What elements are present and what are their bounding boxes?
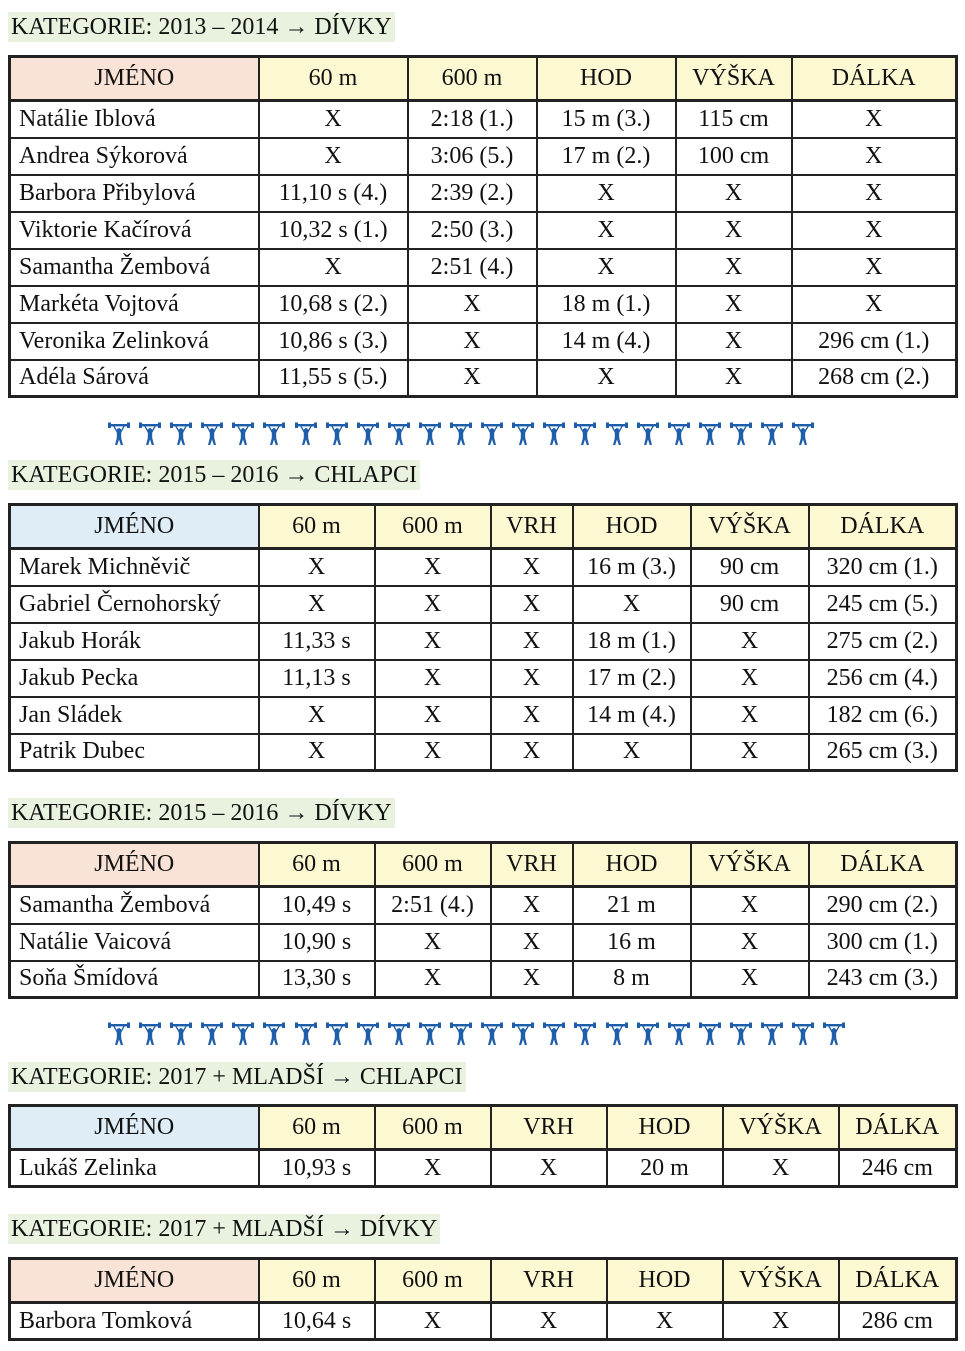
col-header-vyska: VÝŠKA (691, 505, 809, 549)
weightlifter-icon (357, 1022, 379, 1046)
result-cell: 10,90 s (259, 924, 375, 961)
col-header-vrh: VRH (491, 1106, 607, 1150)
athlete-name: Jakub Pecka (10, 660, 259, 697)
result-cell: 90 cm (691, 586, 809, 623)
result-cell: X (537, 360, 676, 397)
table-row (10, 887, 957, 924)
result-cell: 243 cm (3.) (809, 961, 957, 998)
result-cell: X (792, 286, 957, 323)
result-cell: X (573, 734, 691, 771)
result-cell: 245 cm (5.) (809, 586, 957, 623)
result-cell: X (676, 323, 792, 360)
result-cell: 320 cm (1.) (809, 549, 957, 586)
col-header-hod: HOD (537, 57, 676, 101)
result-cell: X (491, 697, 573, 734)
result-cell: X (491, 549, 573, 586)
result-cell: 10,32 s (1.) (259, 212, 408, 249)
result-cell: 18 m (1.) (537, 286, 676, 323)
result-cell: X (375, 549, 491, 586)
athlete-name: Adéla Sárová (10, 360, 259, 397)
result-cell: X (537, 175, 676, 212)
weightlifter-icon (823, 1022, 845, 1046)
table-row (10, 101, 957, 138)
section-heading: KATEGORIE: 2015 – 2016 → DÍVKY (8, 798, 395, 828)
weightlifter-icon (419, 422, 441, 446)
weightlifter-icon (232, 422, 254, 446)
weightlifter-icon (574, 422, 596, 446)
athlete-name: Jakub Horák (10, 623, 259, 660)
result-cell: X (375, 660, 491, 697)
table-row (10, 734, 957, 771)
result-cell: X (259, 697, 375, 734)
result-cell: 256 cm (4.) (809, 660, 957, 697)
weightlifter-icon (388, 422, 410, 446)
result-cell: X (676, 286, 792, 323)
result-cell: 16 m (3.) (573, 549, 691, 586)
result-cell: 296 cm (1.) (792, 323, 957, 360)
result-cell: X (375, 586, 491, 623)
result-cell: X (723, 1303, 839, 1340)
table-row (10, 212, 957, 249)
result-cell: X (537, 212, 676, 249)
weightlifter-icon (295, 1022, 317, 1046)
col-header-vrh: VRH (491, 843, 573, 887)
result-cell: 10,93 s (259, 1150, 375, 1187)
col-header-hod: HOD (607, 1259, 723, 1303)
result-cell: X (691, 961, 809, 998)
result-cell: 11,55 s (5.) (259, 360, 408, 397)
col-header-name: JMÉNO (10, 1106, 259, 1150)
col-header-name: JMÉNO (10, 1259, 259, 1303)
result-cell: X (408, 360, 537, 397)
result-cell: 10,64 s (259, 1303, 375, 1340)
athlete-name: Andrea Sýkorová (10, 138, 259, 175)
weightlifter-icon (637, 1022, 659, 1046)
col-header-name: JMÉNO (10, 57, 259, 101)
results-table (8, 1104, 958, 1188)
result-cell: 275 cm (2.) (809, 623, 957, 660)
result-cell: X (691, 734, 809, 771)
result-cell: 11,13 s (259, 660, 375, 697)
athlete-name: Natálie Iblová (10, 101, 259, 138)
athlete-name: Gabriel Černohorský (10, 586, 259, 623)
athlete-name: Markéta Vojtová (10, 286, 259, 323)
weightlifter-icon (388, 1022, 410, 1046)
athlete-name: Patrik Dubec (10, 734, 259, 771)
weightlifter-icon (606, 1022, 628, 1046)
result-cell: 3:06 (5.) (408, 138, 537, 175)
table-row (10, 286, 957, 323)
weightlifter-icon (450, 1022, 472, 1046)
result-cell: X (792, 249, 957, 286)
result-cell: X (375, 734, 491, 771)
result-cell: 300 cm (1.) (809, 924, 957, 961)
col-header-60m: 60 m (259, 1106, 375, 1150)
result-cell: 10,49 s (259, 887, 375, 924)
weightlifter-icon (792, 1022, 814, 1046)
col-header-vyska: VÝŠKA (723, 1259, 839, 1303)
athlete-name: Lukáš Zelinka (10, 1150, 259, 1187)
result-cell: X (491, 660, 573, 697)
divider-row (108, 1022, 845, 1048)
col-header-600m: 600 m (375, 505, 491, 549)
weightlifter-icon (295, 422, 317, 446)
results-table (8, 55, 958, 398)
weightlifter-icon (170, 422, 192, 446)
weightlifter-icon (232, 1022, 254, 1046)
col-header-hod: HOD (607, 1106, 723, 1150)
weightlifter-icon (637, 422, 659, 446)
weightlifter-icon (108, 1022, 130, 1046)
weightlifter-icon (263, 1022, 285, 1046)
table-row (10, 697, 957, 734)
weightlifter-icon (326, 1022, 348, 1046)
result-cell: X (676, 249, 792, 286)
results-table (8, 841, 958, 999)
result-cell: 20 m (607, 1150, 723, 1187)
result-cell: 268 cm (2.) (792, 360, 957, 397)
weightlifter-icon (481, 422, 503, 446)
result-cell: X (375, 623, 491, 660)
result-cell: 14 m (4.) (573, 697, 691, 734)
result-cell: X (491, 1303, 607, 1340)
col-header-vrh: VRH (491, 505, 573, 549)
athlete-name: Veronika Zelinková (10, 323, 259, 360)
result-cell: X (691, 623, 809, 660)
result-cell: X (676, 212, 792, 249)
result-cell: 18 m (1.) (573, 623, 691, 660)
result-cell: 100 cm (676, 138, 792, 175)
result-cell: 286 cm (839, 1303, 957, 1340)
results-table (8, 1257, 958, 1341)
athlete-name: Barbora Tomková (10, 1303, 259, 1340)
result-cell: 246 cm (839, 1150, 957, 1187)
result-cell: 17 m (2.) (537, 138, 676, 175)
weightlifter-icon (730, 422, 752, 446)
divider-row (108, 422, 814, 448)
results-table (8, 503, 958, 772)
result-cell: 10,68 s (2.) (259, 286, 408, 323)
weightlifter-icon (574, 1022, 596, 1046)
col-header-hod: HOD (573, 843, 691, 887)
result-cell: X (607, 1303, 723, 1340)
result-cell: 115 cm (676, 101, 792, 138)
col-header-600m: 600 m (375, 1259, 491, 1303)
result-cell: 8 m (573, 961, 691, 998)
result-cell: 2:51 (4.) (408, 249, 537, 286)
result-cell: 11,10 s (4.) (259, 175, 408, 212)
result-cell: X (676, 175, 792, 212)
table-row (10, 249, 957, 286)
weightlifter-icon (108, 422, 130, 446)
result-cell: X (375, 697, 491, 734)
table-row (10, 623, 957, 660)
result-cell: 15 m (3.) (537, 101, 676, 138)
weightlifter-icon (419, 1022, 441, 1046)
table-row (10, 138, 957, 175)
result-cell: X (676, 360, 792, 397)
col-header-dalka: DÁLKA (792, 57, 957, 101)
result-cell: 14 m (4.) (537, 323, 676, 360)
weightlifter-icon (668, 1022, 690, 1046)
result-cell: X (723, 1150, 839, 1187)
weightlifter-icon (170, 1022, 192, 1046)
weightlifter-icon (699, 1022, 721, 1046)
section-heading: KATEGORIE: 2015 – 2016 → CHLAPCI (8, 460, 420, 490)
weightlifter-icon (512, 1022, 534, 1046)
result-cell: X (691, 924, 809, 961)
col-header-600m: 600 m (375, 843, 491, 887)
result-cell: X (375, 1303, 491, 1340)
result-cell: 2:51 (4.) (375, 887, 491, 924)
col-header-60m: 60 m (259, 843, 375, 887)
col-header-name: JMÉNO (10, 505, 259, 549)
col-header-60m: 60 m (259, 505, 375, 549)
col-header-dalka: DÁLKA (809, 843, 957, 887)
result-cell: X (792, 175, 957, 212)
weightlifter-icon (730, 1022, 752, 1046)
weightlifter-icon (357, 422, 379, 446)
col-header-60m: 60 m (259, 57, 408, 101)
table-row (10, 323, 957, 360)
result-cell: X (259, 101, 408, 138)
athlete-name: Samantha Žembová (10, 887, 259, 924)
result-cell: 2:50 (3.) (408, 212, 537, 249)
section-heading: KATEGORIE: 2017 + MLADŠÍ → DÍVKY (8, 1214, 440, 1244)
result-cell: X (491, 734, 573, 771)
weightlifter-icon (201, 1022, 223, 1046)
table-row (10, 961, 957, 998)
weightlifter-icon (668, 422, 690, 446)
weightlifter-icon (139, 422, 161, 446)
col-header-hod: HOD (573, 505, 691, 549)
weightlifter-icon (792, 422, 814, 446)
table-row (10, 924, 957, 961)
result-cell: X (408, 286, 537, 323)
result-cell: 21 m (573, 887, 691, 924)
result-cell: X (792, 138, 957, 175)
result-cell: X (375, 1150, 491, 1187)
col-header-name: JMÉNO (10, 843, 259, 887)
result-cell: X (259, 586, 375, 623)
weightlifter-icon (761, 1022, 783, 1046)
result-cell: X (491, 887, 573, 924)
weightlifter-icon (450, 422, 472, 446)
weightlifter-icon (481, 1022, 503, 1046)
table-row (10, 660, 957, 697)
table-row (10, 549, 957, 586)
athlete-name: Barbora Přibylová (10, 175, 259, 212)
result-cell: X (259, 549, 375, 586)
weightlifter-icon (606, 422, 628, 446)
result-cell: X (491, 961, 573, 998)
athlete-name: Samantha Žembová (10, 249, 259, 286)
section-heading: KATEGORIE: 2017 + MLADŠÍ → CHLAPCI (8, 1062, 466, 1092)
result-cell: 16 m (573, 924, 691, 961)
result-cell: 2:18 (1.) (408, 101, 537, 138)
weightlifter-icon (326, 422, 348, 446)
result-cell: X (408, 323, 537, 360)
result-cell: 182 cm (6.) (809, 697, 957, 734)
athlete-name: Marek Michněvič (10, 549, 259, 586)
result-cell: 290 cm (2.) (809, 887, 957, 924)
table-row (10, 175, 957, 212)
result-cell: 11,33 s (259, 623, 375, 660)
weightlifter-icon (201, 422, 223, 446)
result-cell: 13,30 s (259, 961, 375, 998)
result-cell: X (375, 961, 491, 998)
result-cell: 2:39 (2.) (408, 175, 537, 212)
result-cell: X (259, 249, 408, 286)
weightlifter-icon (139, 1022, 161, 1046)
col-header-dalka: DÁLKA (809, 505, 957, 549)
athlete-name: Natálie Vaicová (10, 924, 259, 961)
result-cell: X (691, 887, 809, 924)
result-cell: X (259, 138, 408, 175)
col-header-vyska: VÝŠKA (691, 843, 809, 887)
result-cell: 17 m (2.) (573, 660, 691, 697)
result-cell: X (259, 734, 375, 771)
col-header-60m: 60 m (259, 1259, 375, 1303)
weightlifter-icon (699, 422, 721, 446)
col-header-600m: 600 m (408, 57, 537, 101)
weightlifter-icon (263, 422, 285, 446)
weightlifter-icon (543, 422, 565, 446)
col-header-dalka: DÁLKA (839, 1106, 957, 1150)
result-cell: X (491, 1150, 607, 1187)
result-cell: X (491, 623, 573, 660)
result-cell: X (491, 586, 573, 623)
result-cell: X (375, 924, 491, 961)
athlete-name: Viktorie Kačírová (10, 212, 259, 249)
result-cell: X (691, 660, 809, 697)
weightlifter-icon (761, 422, 783, 446)
table-row (10, 360, 957, 397)
result-cell: 265 cm (3.) (809, 734, 957, 771)
section-heading: KATEGORIE: 2013 – 2014 → DÍVKY (8, 12, 395, 42)
result-cell: X (491, 924, 573, 961)
result-cell: X (691, 697, 809, 734)
result-cell: X (792, 101, 957, 138)
weightlifter-icon (543, 1022, 565, 1046)
col-header-vyska: VÝŠKA (676, 57, 792, 101)
result-cell: 90 cm (691, 549, 809, 586)
table-row (10, 586, 957, 623)
result-cell: 10,86 s (3.) (259, 323, 408, 360)
result-cell: X (537, 249, 676, 286)
athlete-name: Soňa Šmídová (10, 961, 259, 998)
col-header-600m: 600 m (375, 1106, 491, 1150)
result-cell: X (792, 212, 957, 249)
col-header-vyska: VÝŠKA (723, 1106, 839, 1150)
athlete-name: Jan Sládek (10, 697, 259, 734)
col-header-dalka: DÁLKA (839, 1259, 957, 1303)
table-row (10, 1150, 957, 1187)
result-cell: X (573, 586, 691, 623)
table-row (10, 1303, 957, 1340)
col-header-vrh: VRH (491, 1259, 607, 1303)
weightlifter-icon (512, 422, 534, 446)
